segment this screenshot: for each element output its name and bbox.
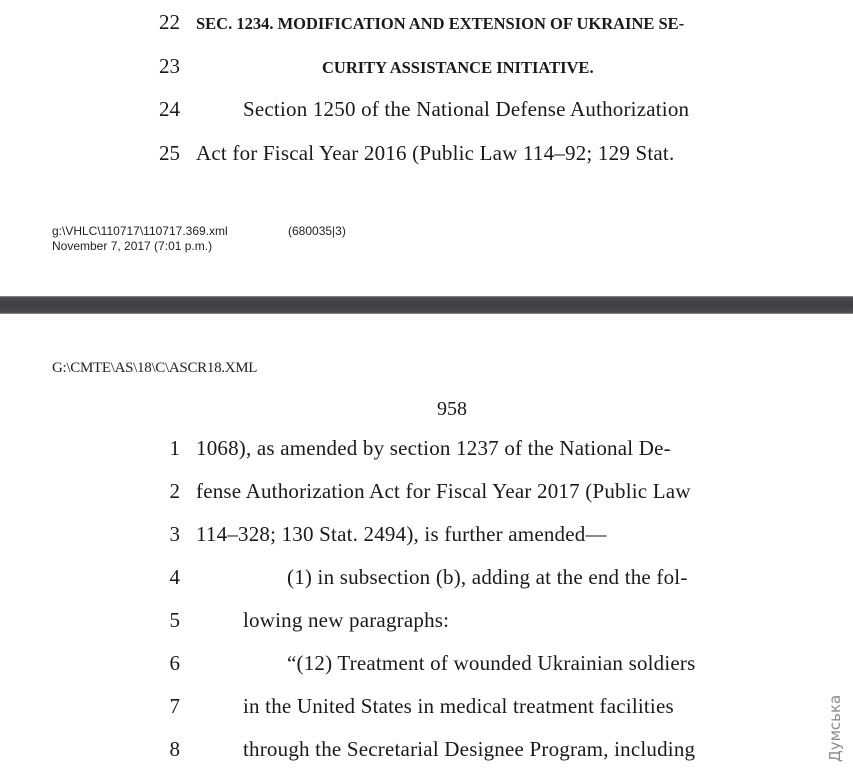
file-path: g:\VHLC\110717\110717.369.xml: [52, 224, 228, 238]
document-page-bottom: [0, 314, 853, 770]
body-line: 1068), as amended by section 1237 of the National De-: [196, 436, 671, 460]
page-number: 958: [437, 398, 467, 420]
line-number: 23: [159, 54, 180, 78]
body-line: Section 1250 of the National Defense Authorization: [243, 97, 690, 121]
body-line: fense Authorization Act for Fiscal Year 2017 (Public Law: [196, 479, 691, 503]
line-number: 2: [169, 479, 180, 503]
document-page-top: [0, 0, 853, 296]
line-number: 5: [169, 608, 180, 632]
timestamp: November 7, 2017 (7:01 p.m.): [52, 239, 213, 253]
line-number: 1: [169, 436, 180, 460]
line-number: 22: [159, 10, 180, 34]
line-number: 4: [169, 565, 180, 589]
header-path: G:\CMTE\AS\18\C\ASCR18.XML: [52, 360, 258, 376]
line-number: 3: [169, 522, 180, 546]
body-line: in the United States in medical treatment facilities: [243, 694, 674, 718]
line-number: 8: [169, 737, 180, 761]
watermark: Думська: [826, 694, 844, 762]
line-number: 6: [169, 651, 180, 675]
body-line: “(12) Treatment of wounded Ukrainian soldiers: [287, 651, 696, 675]
body-line: through the Secretarial Designee Program, including: [243, 737, 696, 761]
line-number: 24: [159, 97, 180, 121]
body-line: 114–328; 130 Stat. 2494), is further amended—: [196, 522, 607, 546]
line-number: 25: [159, 141, 180, 165]
body-line: (1) in subsection (b), adding at the end the fol-: [287, 565, 688, 589]
section-heading-cont: CURITY ASSISTANCE INITIATIVE.: [322, 58, 594, 77]
body-line: lowing new paragraphs:: [243, 608, 450, 632]
line-number: 7: [169, 694, 180, 718]
page-divider: [0, 296, 853, 314]
doc-id: (680035|3): [288, 224, 346, 238]
body-line: Act for Fiscal Year 2016 (Public Law 114–92; 129 Stat.: [196, 141, 675, 165]
section-heading: SEC. 1234. MODIFICATION AND EXTENSION OF UKRAINE SE-: [196, 14, 685, 33]
